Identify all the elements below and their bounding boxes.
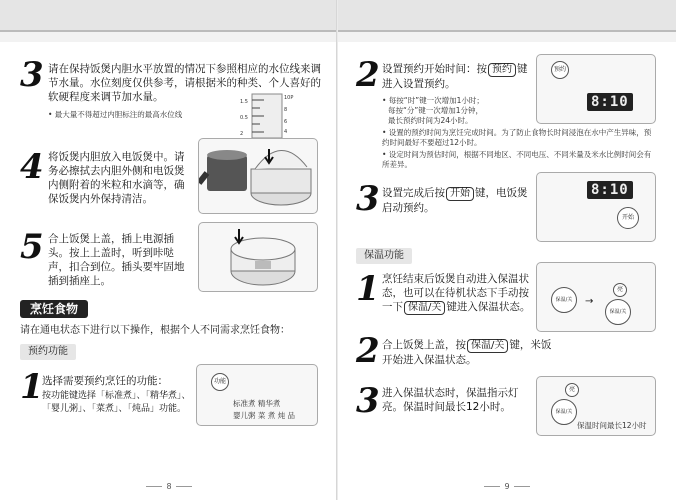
water-scale-figure: 10P 8 1.5 6 4 0.5 2 [238, 92, 300, 140]
lcd-display: 8:10 [587, 93, 633, 111]
step-number: 3 [20, 55, 44, 95]
start-panel-figure [536, 172, 656, 242]
keep-warm-button: 保温/关 [605, 299, 631, 325]
step-number: 3 [356, 179, 380, 219]
reserve-button: 预约 [551, 61, 569, 79]
arrow-right-icon: → [585, 296, 594, 307]
keep-warm-key: 保温/关 [404, 301, 445, 315]
step-number: 3 [356, 381, 380, 421]
indicator-lamp: 亮 [613, 283, 627, 297]
start-button: 开始 [617, 207, 639, 229]
reserve-key: 预约 [488, 63, 516, 77]
indicator-lamp: 亮 [565, 383, 579, 397]
rice-cooker-closed-icon [199, 223, 318, 292]
reserve-panel-figure [536, 54, 656, 124]
step-number: 1 [20, 367, 44, 407]
step-text: 选择需要预约烹饪的功能： [42, 375, 168, 387]
lcd-display: 8:10 [587, 181, 633, 199]
step-text: 将饭煲内胆放入电饭煲中。请务必擦拭去内胆外侧和电饭煲内侧附着的米粒和水滴等，确保饭煲内外保持清洁。 [48, 151, 185, 205]
step-number: 2 [356, 331, 380, 371]
step-number: 4 [20, 147, 44, 187]
section-title: 保温功能 [356, 248, 412, 264]
step-text: 合上饭煲上盖，按 保温/关 键，米饭开始进入保温状态。 [382, 339, 552, 366]
step-note: • 最大量不得超过内胆标注的最高水位线 [48, 110, 183, 119]
keep-warm-button: 保温/关 [551, 287, 577, 313]
step-text: 设置预约开始时间：按 预约 键进入设置预约。 [382, 63, 528, 90]
section-title: 预约功能 [20, 344, 76, 360]
keep-warm-button: 保温/关 [551, 399, 577, 425]
keep-warm-key: 保温/关 [467, 339, 508, 353]
rice-cooker-open-icon [199, 139, 318, 214]
intro-text: 请在通电状态下进行以下操作，根据个人不同需求烹饪食物： [20, 325, 290, 336]
warm-indicator-figure [536, 376, 656, 436]
left-header-bar [0, 0, 338, 32]
function-button: 功能 [211, 373, 229, 391]
inner-pot-figure [198, 138, 318, 214]
page-number: 9 [467, 482, 547, 491]
function-panel-figure: 功能 标准煮 精华煮 婴儿粥 菜 煮 炖 品 [196, 364, 318, 426]
keep-warm-panel-figure [536, 262, 656, 332]
page-number: 8 [129, 482, 209, 491]
step-number: 2 [356, 55, 380, 95]
step-text: 请在保持饭煲内胆水平放置的情况下参照相应的水位线来调节水量。水位刻度仅供参考，请根据米的种类、个人喜好的软硬程度来调节加水量。 [48, 63, 321, 103]
cooking-banner: 烹饪食物 [20, 300, 88, 318]
step-text: 合上饭煲上盖，插上电源插头。按上上盖时，听到咔哒声，扣合到位。插头要牢固地插到插座上。 [48, 233, 185, 287]
step-text: 进入保温状态时，保温指示灯亮。保温时间最长12小时。 [382, 387, 519, 413]
step-number: 1 [356, 269, 380, 309]
right-header-bar [338, 0, 676, 32]
warm-caption: 保温时间最长12小时 [577, 421, 647, 430]
start-key: 开始 [446, 187, 474, 201]
right-page: 2 设置预约开始时间：按 预约 键进入设置预约。 • 每按“时”键一次增加1小时； 每按“分”键一次增加1分钟， 最长预约时间为24小时。 • 设置的预约时间为烹饪完成时间。为了防止食物长时间浸泡在水中产生异味，预约时间最好不要超过12小时。 • 设定时间为预估时间，根据不同地区、不同电压、不同米量及米水比例时间会有所差异。 预约 8:10 3 设置完成后按 开始 键，电饭煲启动预约。 8:10 开始 保温功能 1 烹饪结束后饭煲自动进入保温状态，也可以在待机状态下手动按一下 保温/关 键进入保温状态。 保温/关 → 亮 保温/关 2 合上饭煲上盖，按 保温/关 键，米饭开始进入保温状态。 3 进入保温状态时，保温指示灯亮。保温时间最长12小时。 亮 保温/关 保温时间最长12小时 9 [338, 0, 676, 500]
step-text: 烹饪结束后饭煲自动进入保温状态，也可以在待机状态下手动按一下 保温/关 键进入保温状态。 [382, 273, 531, 313]
closed-cooker-figure [198, 222, 318, 292]
step-number: 5 [20, 227, 44, 267]
step-text: 按功能键选择「标准煮」、「精华煮」、「婴儿粥」、「菜煮」、「炖品」功能。 [42, 391, 191, 414]
step-text: 设置完成后按 开始 键，电饭煲启动预约。 [382, 187, 528, 214]
